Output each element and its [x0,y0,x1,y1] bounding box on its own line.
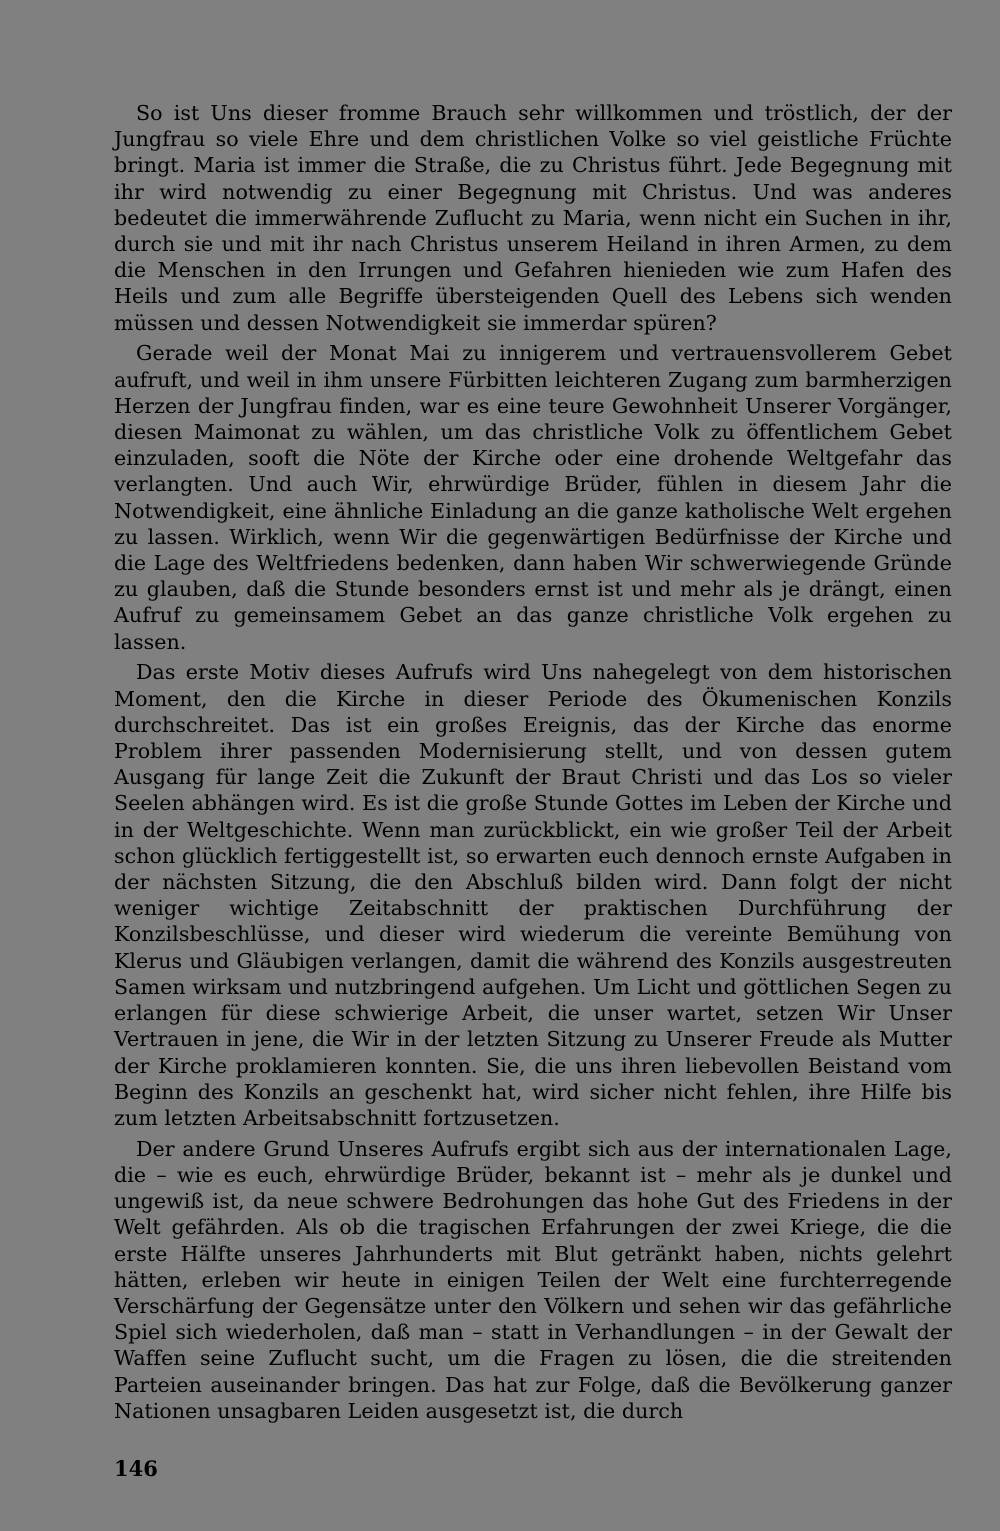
paragraph-1: So ist Uns dieser fromme Brauch sehr willkommen und tröstlich, der der Jungfrau so viele Ehre und dem christlichen Volke so viel geistliche Früchte bringt. Maria ist immer die Straße, die zu Christus führt. Jede Begegnung mit ihr wird notwendig zu einer Begegnung mit Christus. Und was anderes bedeutet die immerwährende Zuflucht zu Maria, wenn nicht ein Suchen in ihr, durch sie und mit ihr nach Christus unserem Heiland in ihren Armen, zu dem die Menschen in den Irrungen und Gefahren hienieden wie zum Hafen des Heils und zum alle Begriffe übersteigenden Quell des Lebens sich wenden müssen und dessen Notwendigkeit sie immerdar spüren? [114,101,952,335]
paragraph-3: Das erste Motiv dieses Aufrufs wird Uns nahegelegt von dem historischen Moment, den die Kirche in dieser Periode des Ökumenischen Konzils durchschreitet. Das ist ein großes Ereignis, das der Kirche das enorme Problem ihrer passenden Modernisierung stellt, und von dessen gutem Ausgang für lange Zeit die Zukunft der Braut Christi und das Los so vieler Seelen abhängen wird. Es ist die große Stunde Gottes im Leben der Kirche und in der Weltgeschichte. Wenn man zurückblickt, ein wie großer Teil der Arbeit schon glücklich fertiggestellt ist, so erwarten euch dennoch ernste Aufgaben in der nächsten Sitzung, die den Abschluß bilden wird. Dann folgt der nicht weniger wichtige Zeitabschnitt der praktischen Durchführung der Konzilsbeschlüsse, und dieser wird wiederum die vereinte Bemühung von Klerus und Gläubigen verlangen, damit die während des Konzils ausgestreuten Samen wirksam und nutzbringend aufgehen. Um Licht und göttlichen Segen zu erlangen für diese schwierige Arbeit, die unser wartet, setzen Wir Unser Vertrauen in jene, die Wir in der letzten Sitzung zu Unserer Freude als Mutter der Kirche proklamieren konnten. Sie, die uns ihren liebevollen Beistand vom Beginn des Konzils an geschenkt hat, wird sicher nicht fehlen, ihre Hilfe bis zum letzten Arbeitsabschnitt fortzusetzen. [114,660,952,1130]
paragraph-4: Der andere Grund Unseres Aufrufs ergibt sich aus der internationalen Lage, die – wie es euch, ehrwürdige Brüder, bekannt ist – mehr als je dunkel und ungewiß ist, da neue schwere Bedrohungen das hohe Gut des Friedens in der Welt gefährden. Als ob die tragischen Erfahrungen der zwei Kriege, die die erste Hälfte unseres Jahrhunderts mit Blut getränkt haben, nichts gelehrt hätten, erleben wir heute in einigen Teilen der Welt eine furchterregende Verschärfung der Gegensätze unter den Völkern und sehen wir das gefährliche Spiel sich wiederholen, daß man – statt in Verhandlungen – in der Gewalt der Waffen seine Zuflucht sucht, um die Fragen zu lösen, die die streitenden Parteien auseinander bringen. Das hat zur Folge, daß die Bevölkerung ganzer Nationen unsagbaren Leiden ausgesetzt ist, die durch [114,1136,952,1423]
paragraph-2: Gerade weil der Monat Mai zu innigerem und vertrauensvollerem Gebet aufruft, und weil in ihm unsere Fürbitten leichteren Zugang zum barmherzigen Herzen der Jungfrau finden, war es eine teure Gewohnheit Unserer Vorgänger, diesen Maimonat zu wählen, um das christliche Volk zu öffentlichem Gebet einzuladen, sooft die Nöte der Kirche oder eine drohende Weltgefahr das verlangten. Und auch Wir, ehrwürdige Brüder, fühlen in diesem Jahr die Notwendigkeit, eine ähnliche Einladung an die ganze katholische Welt ergehen zu lassen. Wirklich, wenn Wir die gegenwärtigen Bedürfnisse der Kirche und die Lage des Weltfriedens bedenken, dann haben Wir schwerwiegende Gründe zu glauben, daß die Stunde besonders ernst ist und mehr als je drängt, einen Aufruf zu gemeinsamem Gebet an das ganze christliche Volk ergehen zu lassen. [114,341,952,654]
body-text [114,100,952,1429]
page-number: 146 [114,1456,158,1481]
